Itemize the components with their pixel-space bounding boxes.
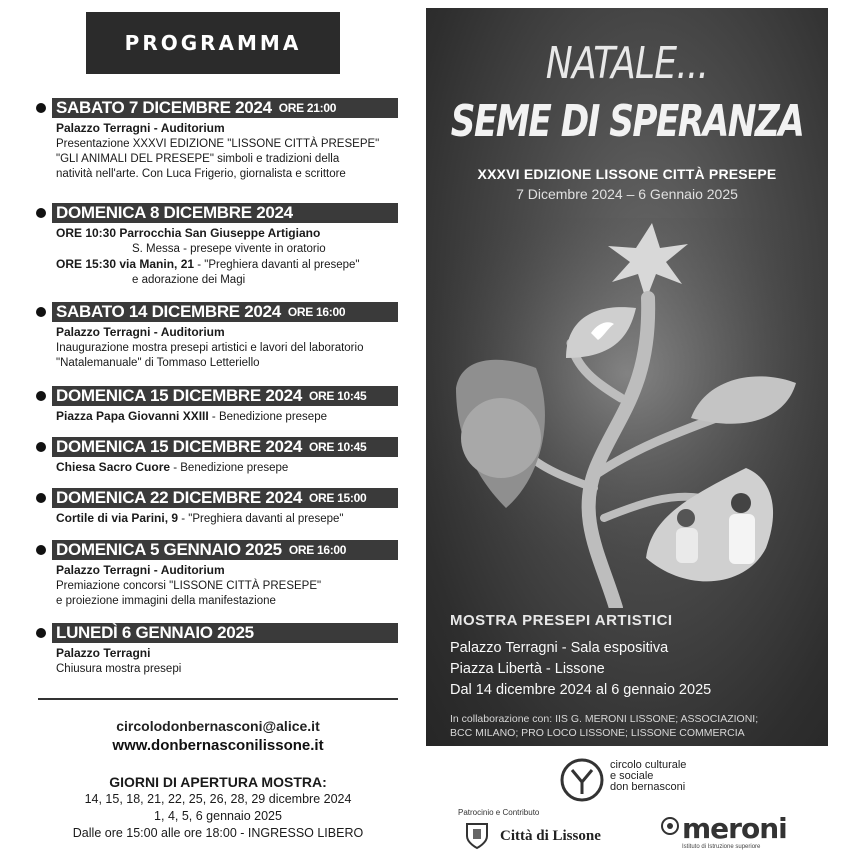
person-head-right (731, 493, 751, 513)
event-line (56, 167, 416, 182)
event-line-text: e proiezione immagini della manifestazione (56, 595, 276, 607)
event-line (56, 511, 416, 527)
event-line-bold: Palazzo Terragni - Auditorium (56, 121, 225, 135)
event-date: DOMENICA 15 DICEMBRE 2024 (56, 437, 302, 456)
event-line-text: Inaugurazione mostra presepi artistici e lavori del laboratorio (56, 342, 364, 354)
event-line-text: "GLI ANIMALI DEL PRESEPE" simboli e tradizioni della (56, 153, 340, 165)
opening-title: GIORNI DI APERTURA MOSTRA: (109, 774, 327, 790)
divider (38, 698, 398, 700)
event-line-bold: Palazzo Terragni - Auditorium (56, 325, 225, 339)
event-line-text: Premiazione concorsi "LISSONE CITTÀ PRESEPE" (56, 580, 322, 592)
event-line-bold: Piazza Papa Giovanni XXIII (56, 409, 209, 423)
event-date: SABATO 14 DICEMBRE 2024 (56, 302, 281, 321)
bullet-icon (36, 442, 46, 452)
opening-dates-december: 14, 15, 18, 21, 22, 25, 26, 28, 29 dicembre 2024 (84, 792, 352, 806)
mostra-period: Dal 14 dicembre 2024 al 6 gennaio 2025 (450, 682, 712, 698)
event-item (36, 488, 416, 527)
email-link[interactable]: circolodonbernasconi@alice.it (116, 718, 320, 734)
event-line (56, 579, 416, 594)
event-line (56, 341, 416, 356)
event-line-text: Chiusura mostra presepi (56, 663, 182, 675)
event-description (56, 226, 416, 288)
event-line-text: S. Messa - presepe vivente in oratorio (132, 243, 326, 255)
event-date-bar (52, 488, 398, 508)
patrocinio-label: Patrocinio e Contributo (458, 808, 540, 817)
event-line-bold: ORE 15:30 via Manin, 21 (56, 257, 195, 271)
event-line-bold: Palazzo Terragni (56, 646, 151, 660)
person-body-right (729, 514, 755, 564)
bullet-icon (36, 208, 46, 218)
event-line-text: - "Preghiera davanti al presepe" (194, 259, 360, 271)
event-date-bar (52, 98, 398, 118)
bullet-icon (36, 103, 46, 113)
circolo-line1: circolo culturale (610, 759, 687, 771)
citta-logo (462, 820, 622, 850)
bullet-icon (36, 493, 46, 503)
event-description (56, 325, 416, 371)
event-line (56, 137, 416, 152)
event-date-bar (52, 302, 398, 322)
event-line (56, 325, 416, 341)
event-date: DOMENICA 15 DICEMBRE 2024 (56, 386, 302, 405)
meroni-text: meroni (682, 812, 787, 845)
poster-title-line2: SEME DI SPERANZA (450, 96, 804, 147)
event-line (56, 152, 416, 167)
tree-illustration (426, 218, 828, 608)
city-crest-icon (462, 820, 492, 850)
event-description (56, 121, 416, 182)
event-item (36, 302, 416, 371)
event-time: ORE 15:00 (309, 491, 367, 505)
event-line-text: - "Preghiera davanti al presepe" (178, 513, 344, 525)
event-item (36, 386, 416, 425)
citta-text: Città di Lissone (500, 828, 601, 844)
event-line-bold: Cortile di via Parini, 9 (56, 511, 179, 525)
event-date-bar (52, 623, 398, 643)
event-line (56, 662, 416, 677)
event-time: ORE 10:45 (309, 389, 367, 403)
opening-days (30, 774, 406, 842)
event-line-text: natività nell'arte. Con Luca Frigerio, giornalista e scrittore (56, 168, 346, 180)
event-date: DOMENICA 8 DICEMBRE 2024 (56, 203, 293, 222)
event-item (36, 540, 416, 609)
event-line (56, 273, 416, 288)
mostra-details (450, 638, 711, 701)
event-date-bar (52, 540, 398, 560)
programma-header: PROGRAMMA (86, 12, 340, 74)
collaborations (450, 712, 822, 740)
event-time: ORE 16:00 (288, 543, 347, 557)
event-line-bold: ORE 10:30 Parrocchia San Giuseppe Artigiano (56, 226, 321, 240)
meroni-logo (660, 812, 810, 852)
event-date: SABATO 7 DICEMBRE 2024 (56, 98, 272, 117)
person-body-left (676, 528, 698, 563)
bullet-icon (36, 307, 46, 317)
opening-dates-january: 1, 4, 5, 6 gennaio 2025 (154, 809, 282, 823)
event-line (56, 646, 416, 662)
event-time: ORE 21:00 (278, 101, 337, 115)
event-date: LUNEDÌ 6 GENNAIO 2025 (56, 623, 254, 642)
hands-circle (461, 398, 541, 478)
collab-line2: BCC MILANO; PRO LOCO LISSONE; LISSONE COMMERCIA (450, 727, 745, 739)
event-line-text: "Natalemanuale" di Tommaso Letteriello (56, 357, 260, 369)
event-line-text: e adorazione dei Magi (132, 274, 246, 286)
bullet-icon (36, 391, 46, 401)
bullet-icon (36, 545, 46, 555)
event-line (56, 594, 416, 609)
event-item (36, 98, 416, 182)
circolo-text (610, 760, 686, 793)
circolo-emblem-icon (560, 758, 604, 802)
event-line (56, 563, 416, 579)
event-line (56, 121, 416, 137)
website-link[interactable]: www.donbernasconilissone.it (112, 737, 324, 754)
event-description (56, 460, 416, 476)
event-description (56, 409, 416, 425)
event-date-bar (52, 437, 398, 457)
poster-edition: XXXVI EDIZIONE LISSONE CITTÀ PRESEPE (477, 166, 777, 182)
event-item (36, 623, 416, 677)
opening-hours: Dalle ore 15:00 alle ore 18:00 - INGRESSO LIBERO (72, 826, 364, 840)
event-description (56, 563, 416, 609)
event-description (56, 646, 416, 677)
event-line (56, 409, 416, 425)
circolo-line2: e sociale (610, 770, 654, 782)
event-line (56, 226, 416, 242)
event-time: ORE 10:45 (309, 440, 367, 454)
mostra-title: MOSTRA PRESEPI ARTISTICI (450, 612, 673, 629)
event-line (56, 242, 416, 257)
event-line (56, 356, 416, 371)
event-line-text: - Benedizione presepe (170, 462, 289, 474)
event-date-bar (52, 386, 398, 406)
person-head-left (677, 509, 695, 527)
meroni-subtitle: Istituto di Istruzione superiore (682, 844, 761, 850)
event-line (56, 460, 416, 476)
event-line (56, 257, 416, 273)
meroni-crest-icon (660, 812, 680, 842)
event-description (56, 511, 416, 527)
event-line-bold: Chiesa Sacro Cuore (56, 460, 171, 474)
event-item (36, 437, 416, 476)
poster-panel (426, 8, 828, 746)
circolo-line3: don bernasconi (610, 781, 686, 793)
circolo-logo (560, 758, 760, 802)
poster-title-line1: NATALE... (545, 38, 709, 89)
event-time: ORE 16:00 (287, 305, 346, 319)
event-date: DOMENICA 5 GENNAIO 2025 (56, 540, 282, 559)
event-date: DOMENICA 22 DICEMBRE 2024 (56, 488, 302, 507)
contacts (38, 718, 398, 754)
event-item (36, 203, 416, 288)
collab-line1: In collaborazione con: IIS G. MERONI LISSONE; ASSOCIAZIONI; (450, 713, 759, 725)
event-line-bold: Palazzo Terragni - Auditorium (56, 563, 225, 577)
event-line-text: Presentazione XXXVI EDIZIONE "LISSONE CITTÀ PRESEPE" (56, 138, 380, 150)
mostra-location: Piazza Libertà - Lissone (450, 661, 605, 677)
poster-dates: 7 Dicembre 2024 – 6 Gennaio 2025 (516, 186, 738, 202)
event-date-bar (52, 203, 398, 223)
bullet-icon (36, 628, 46, 638)
mostra-venue: Palazzo Terragni - Sala espositiva (450, 640, 669, 656)
event-line-text: - Benedizione presepe (208, 411, 327, 423)
